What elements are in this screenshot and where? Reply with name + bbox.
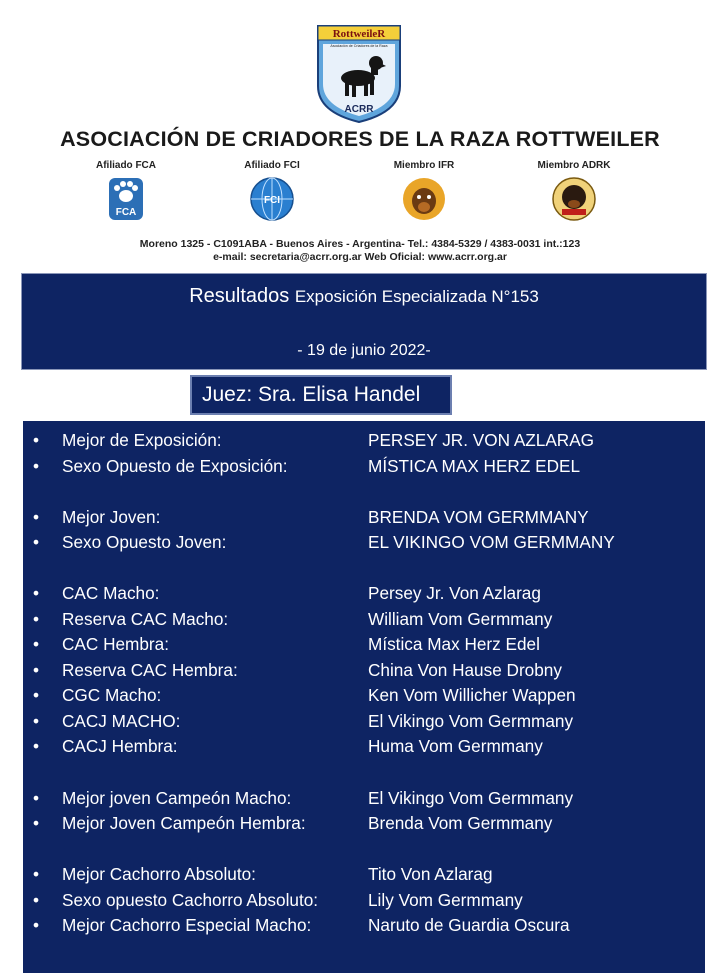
contact-email-web: e-mail: secretaria@acrr.org.ar Web Oficial: www.acrr.org.ar (213, 251, 507, 263)
affiliation-ifr (374, 160, 474, 223)
bullet: • (33, 736, 40, 756)
award-winner: William Vom Germmany (368, 609, 553, 629)
award-label: Mejor Cachorro Absoluto: (62, 864, 256, 884)
result-row (23, 582, 705, 604)
award-label: CACJ Hembra: (62, 736, 178, 756)
award-label: Mejor de Exposición: (62, 430, 222, 450)
award-winner: El Vikingo Vom Germmany (368, 711, 574, 731)
award-winner: El Vikingo Vom Germmany (368, 788, 574, 808)
result-row (23, 710, 705, 732)
organization-title: ASOCIACIÓN DE CRIADORES DE LA RAZA ROTTWEILER (60, 127, 660, 151)
result-row (23, 506, 705, 528)
bullet: • (33, 864, 40, 884)
result-row (23, 608, 705, 630)
result-row (23, 531, 705, 553)
banner-title-sub: Exposición Especializada N°153 (294, 287, 539, 306)
logo-sub-text: Asociación de Criadores de la Raza (330, 44, 388, 48)
result-row (23, 889, 705, 911)
logo-bottom-text: ACRR (344, 104, 374, 115)
affiliation-adrk (524, 160, 624, 223)
award-label: Sexo Opuesto de Exposición: (62, 456, 288, 476)
result-row (23, 735, 705, 757)
result-row (23, 633, 705, 655)
result-row (23, 787, 705, 809)
affiliation-label: Afiliado FCA (96, 160, 156, 171)
result-row (23, 455, 705, 477)
bullet: • (33, 532, 40, 552)
judge-label: Juez: Sra. Elisa Handel (190, 375, 452, 415)
award-winner: Ken Vom Willicher Wappen (368, 685, 576, 705)
award-winner: BRENDA VOM GERMMANY (368, 507, 589, 527)
award-winner: China Von Hause Drobny (368, 660, 562, 680)
affiliation-fci (222, 160, 322, 223)
bullet: • (33, 813, 40, 833)
award-label: Sexo opuesto Cachorro Absoluto: (62, 890, 319, 910)
award-winner: MÍSTICA MAX HERZ EDEL (368, 456, 581, 476)
award-winner: Tito Von Azlarag (368, 864, 493, 884)
bullet: • (33, 788, 40, 808)
affiliations (0, 160, 720, 232)
award-label: Sexo Opuesto Joven: (62, 532, 227, 552)
banner-title-main: Resultados (189, 285, 290, 307)
award-winner: Naruto de Guardia Oscura (368, 915, 570, 935)
award-winner: PERSEY JR. VON AZLARAG (368, 430, 595, 450)
bullet: • (33, 430, 40, 450)
bullet: • (33, 685, 40, 705)
ifr-dog-icon (400, 175, 448, 223)
award-winner: Huma Vom Germmany (368, 736, 543, 756)
award-label: CGC Macho: (62, 685, 162, 705)
award-label: Reserva CAC Hembra: (62, 660, 238, 680)
bullet: • (33, 609, 40, 629)
award-label: Mejor joven Campeón Macho: (62, 788, 292, 808)
svg-text:FCA: FCA (115, 207, 137, 218)
bullet: • (33, 711, 40, 731)
award-label: CAC Hembra: (62, 634, 169, 654)
result-row (23, 812, 705, 834)
contact-address: Moreno 1325 - C1091ABA - Buenos Aires - Argentina- Tel.: 4384-5329 / 4383-0031 int.:123 (139, 238, 581, 250)
logo-top-text: RottweileR (332, 28, 386, 40)
award-label: CACJ MACHO: (62, 711, 181, 731)
event-date: - 19 de junio 2022- (297, 342, 431, 359)
award-label: Mejor Joven Campeón Hembra: (62, 813, 306, 833)
adrk-dog-icon (550, 175, 598, 223)
fci-globe-icon (248, 175, 296, 223)
affiliation-label: Miembro ADRK (537, 160, 611, 171)
award-winner: EL VIKINGO VOM GERMMANY (368, 532, 615, 552)
award-winner: Brenda Vom Germmany (368, 813, 553, 833)
affiliation-label: Miembro IFR (393, 160, 455, 171)
fca-paw-icon (102, 175, 150, 223)
result-row (23, 914, 705, 936)
award-label: Mejor Joven: (62, 507, 161, 527)
award-winner: Lily Vom Germmany (368, 890, 523, 910)
result-row (23, 429, 705, 451)
affiliation-fca (76, 160, 176, 223)
result-row (23, 863, 705, 885)
banner-title (22, 285, 706, 308)
bullet: • (33, 915, 40, 935)
award-label: Reserva CAC Macho: (62, 609, 229, 629)
bullet: • (33, 634, 40, 654)
bullet: • (33, 507, 40, 527)
bullet: • (33, 660, 40, 680)
result-row (23, 659, 705, 681)
affiliation-label: Afiliado FCI (244, 160, 300, 171)
award-winner: Persey Jr. Von Azlarag (368, 583, 541, 603)
result-row (23, 684, 705, 706)
svg-text:FCI: FCI (263, 195, 281, 206)
results-list (23, 421, 705, 973)
bullet: • (33, 890, 40, 910)
acrr-shield-logo (314, 20, 404, 124)
bullet: • (33, 456, 40, 476)
award-winner: Mística Max Herz Edel (368, 634, 540, 654)
award-label: CAC Macho: (62, 583, 160, 603)
bullet: • (33, 583, 40, 603)
results-banner (21, 273, 707, 370)
award-label: Mejor Cachorro Especial Macho: (62, 915, 312, 935)
